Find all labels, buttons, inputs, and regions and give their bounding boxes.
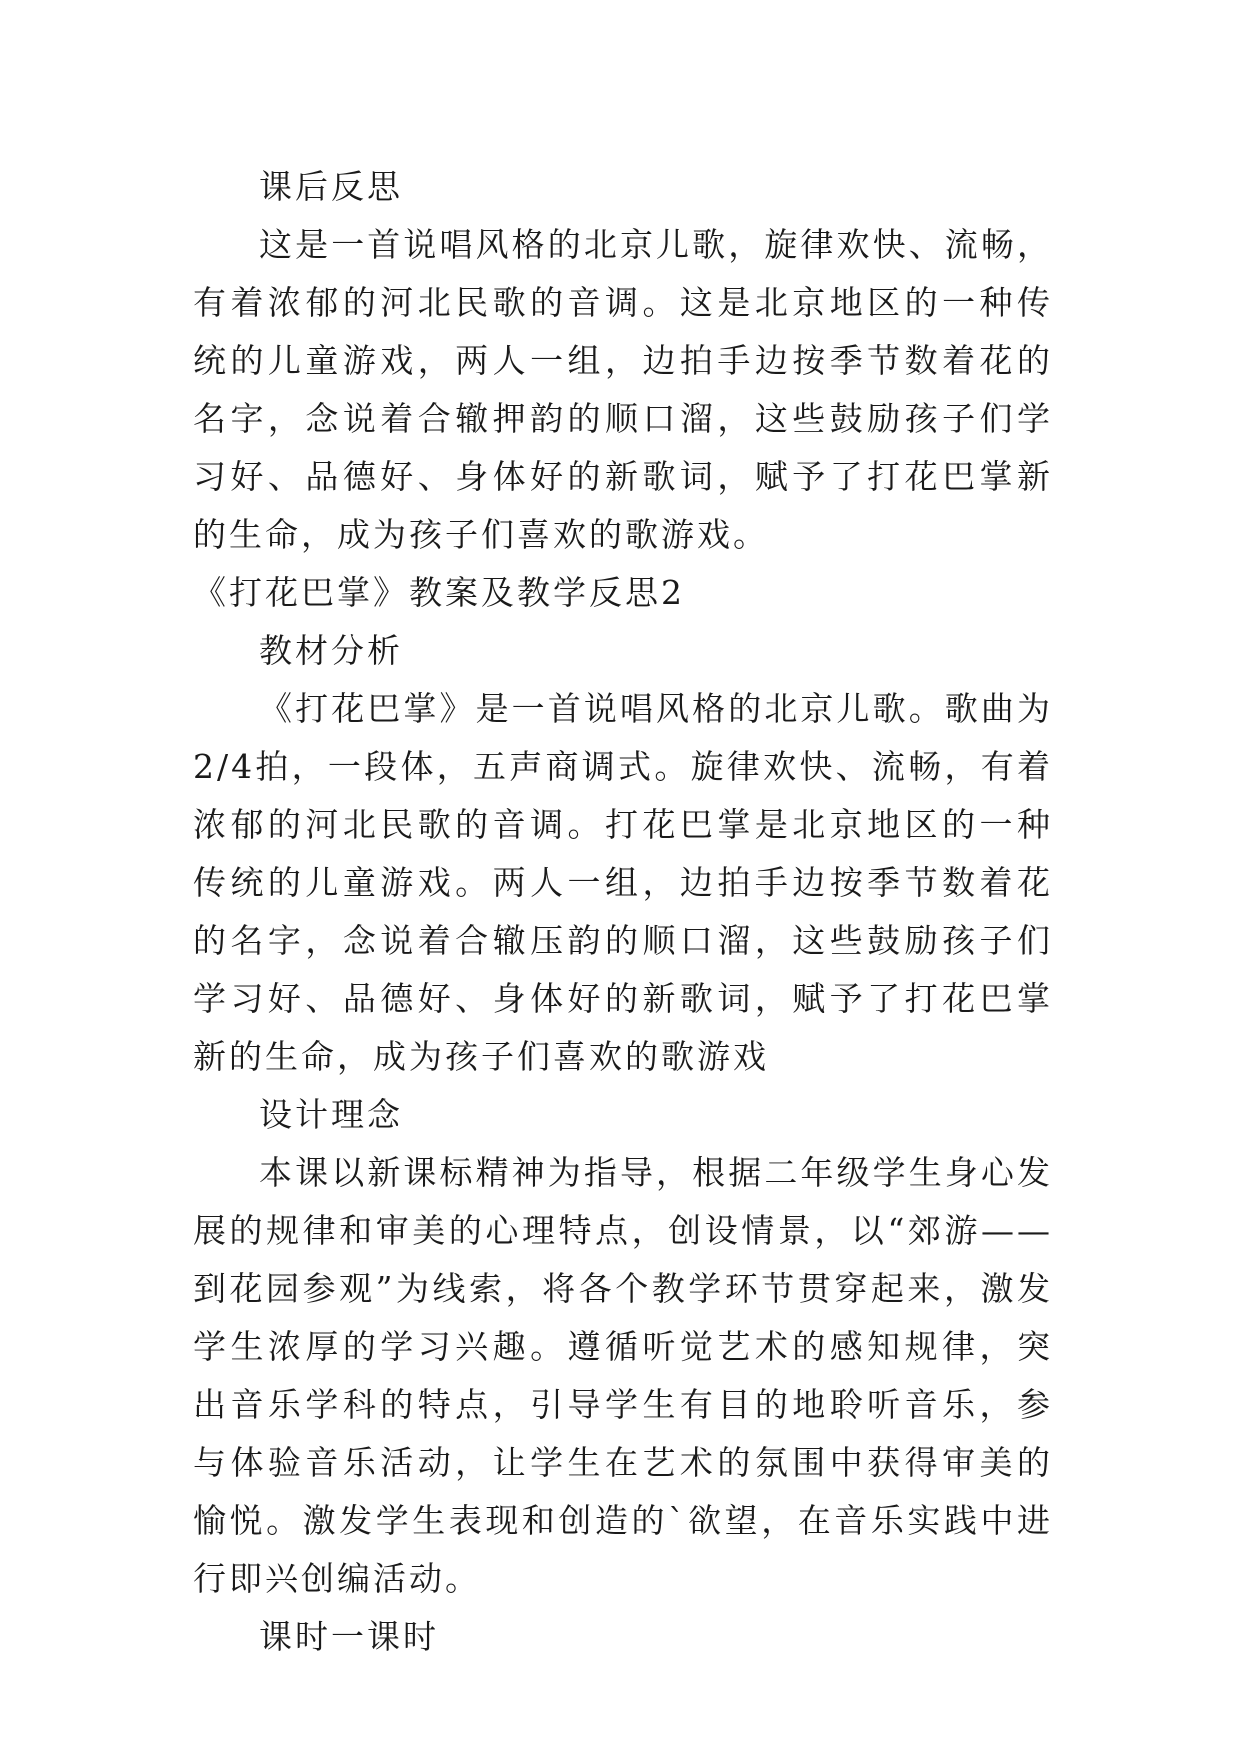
section-heading-class-hours: 课时一课时 [259, 1617, 439, 1656]
section-heading-material-analysis: 教材分析 [259, 631, 403, 670]
section-heading-design-concept: 设计理念 [259, 1095, 403, 1134]
document-title-2: 《打花巴掌》教案及教学反思2 [193, 573, 685, 612]
document-body [193, 158, 1053, 1666]
paragraph-material-analysis: 《打花巴掌》是一首说唱风格的北京儿歌。歌曲为2/4拍，一段体，五声商调式。旋律欢快、流畅，有着浓郁的河北民歌的音调。打花巴掌是北京地区的一种传统的儿童游戏。两人一组，边拍手边按季节数着花的名字，念说着合辙压韵的顺口溜，这些鼓励孩子们学习好、品德好、身体好的新歌词，赋予了打花巴掌新的生命，成为孩子们喜欢的歌游戏 [193, 689, 1053, 1076]
section-heading-reflection: 课后反思 [259, 167, 403, 206]
paragraph-design-concept: 本课以新课标精神为指导，根据二年级学生身心发展的规律和审美的心理特点，创设情景，以“郊游——到花园参观”为线索，将各个教学环节贯穿起来，激发学生浓厚的学习兴趣。遵循听觉艺术的感知规律，突出音乐学科的特点，引导学生有目的地聆听音乐，参与体验音乐活动，让学生在艺术的氛围中获得审美的愉悦。激发学生表现和创造的`欲望，在音乐实践中进行即兴创编活动。 [193, 1153, 1053, 1598]
paragraph-reflection: 这是一首说唱风格的北京儿歌，旋律欢快、流畅，有着浓郁的河北民歌的音调。这是北京地区的一种传统的儿童游戏，两人一组，边拍手边按季节数着花的名字，念说着合辙押韵的顺口溜，这些鼓励孩子们学习好、品德好、身体好的新歌词，赋予了打花巴掌新的生命，成为孩子们喜欢的歌游戏。 [193, 225, 1053, 554]
